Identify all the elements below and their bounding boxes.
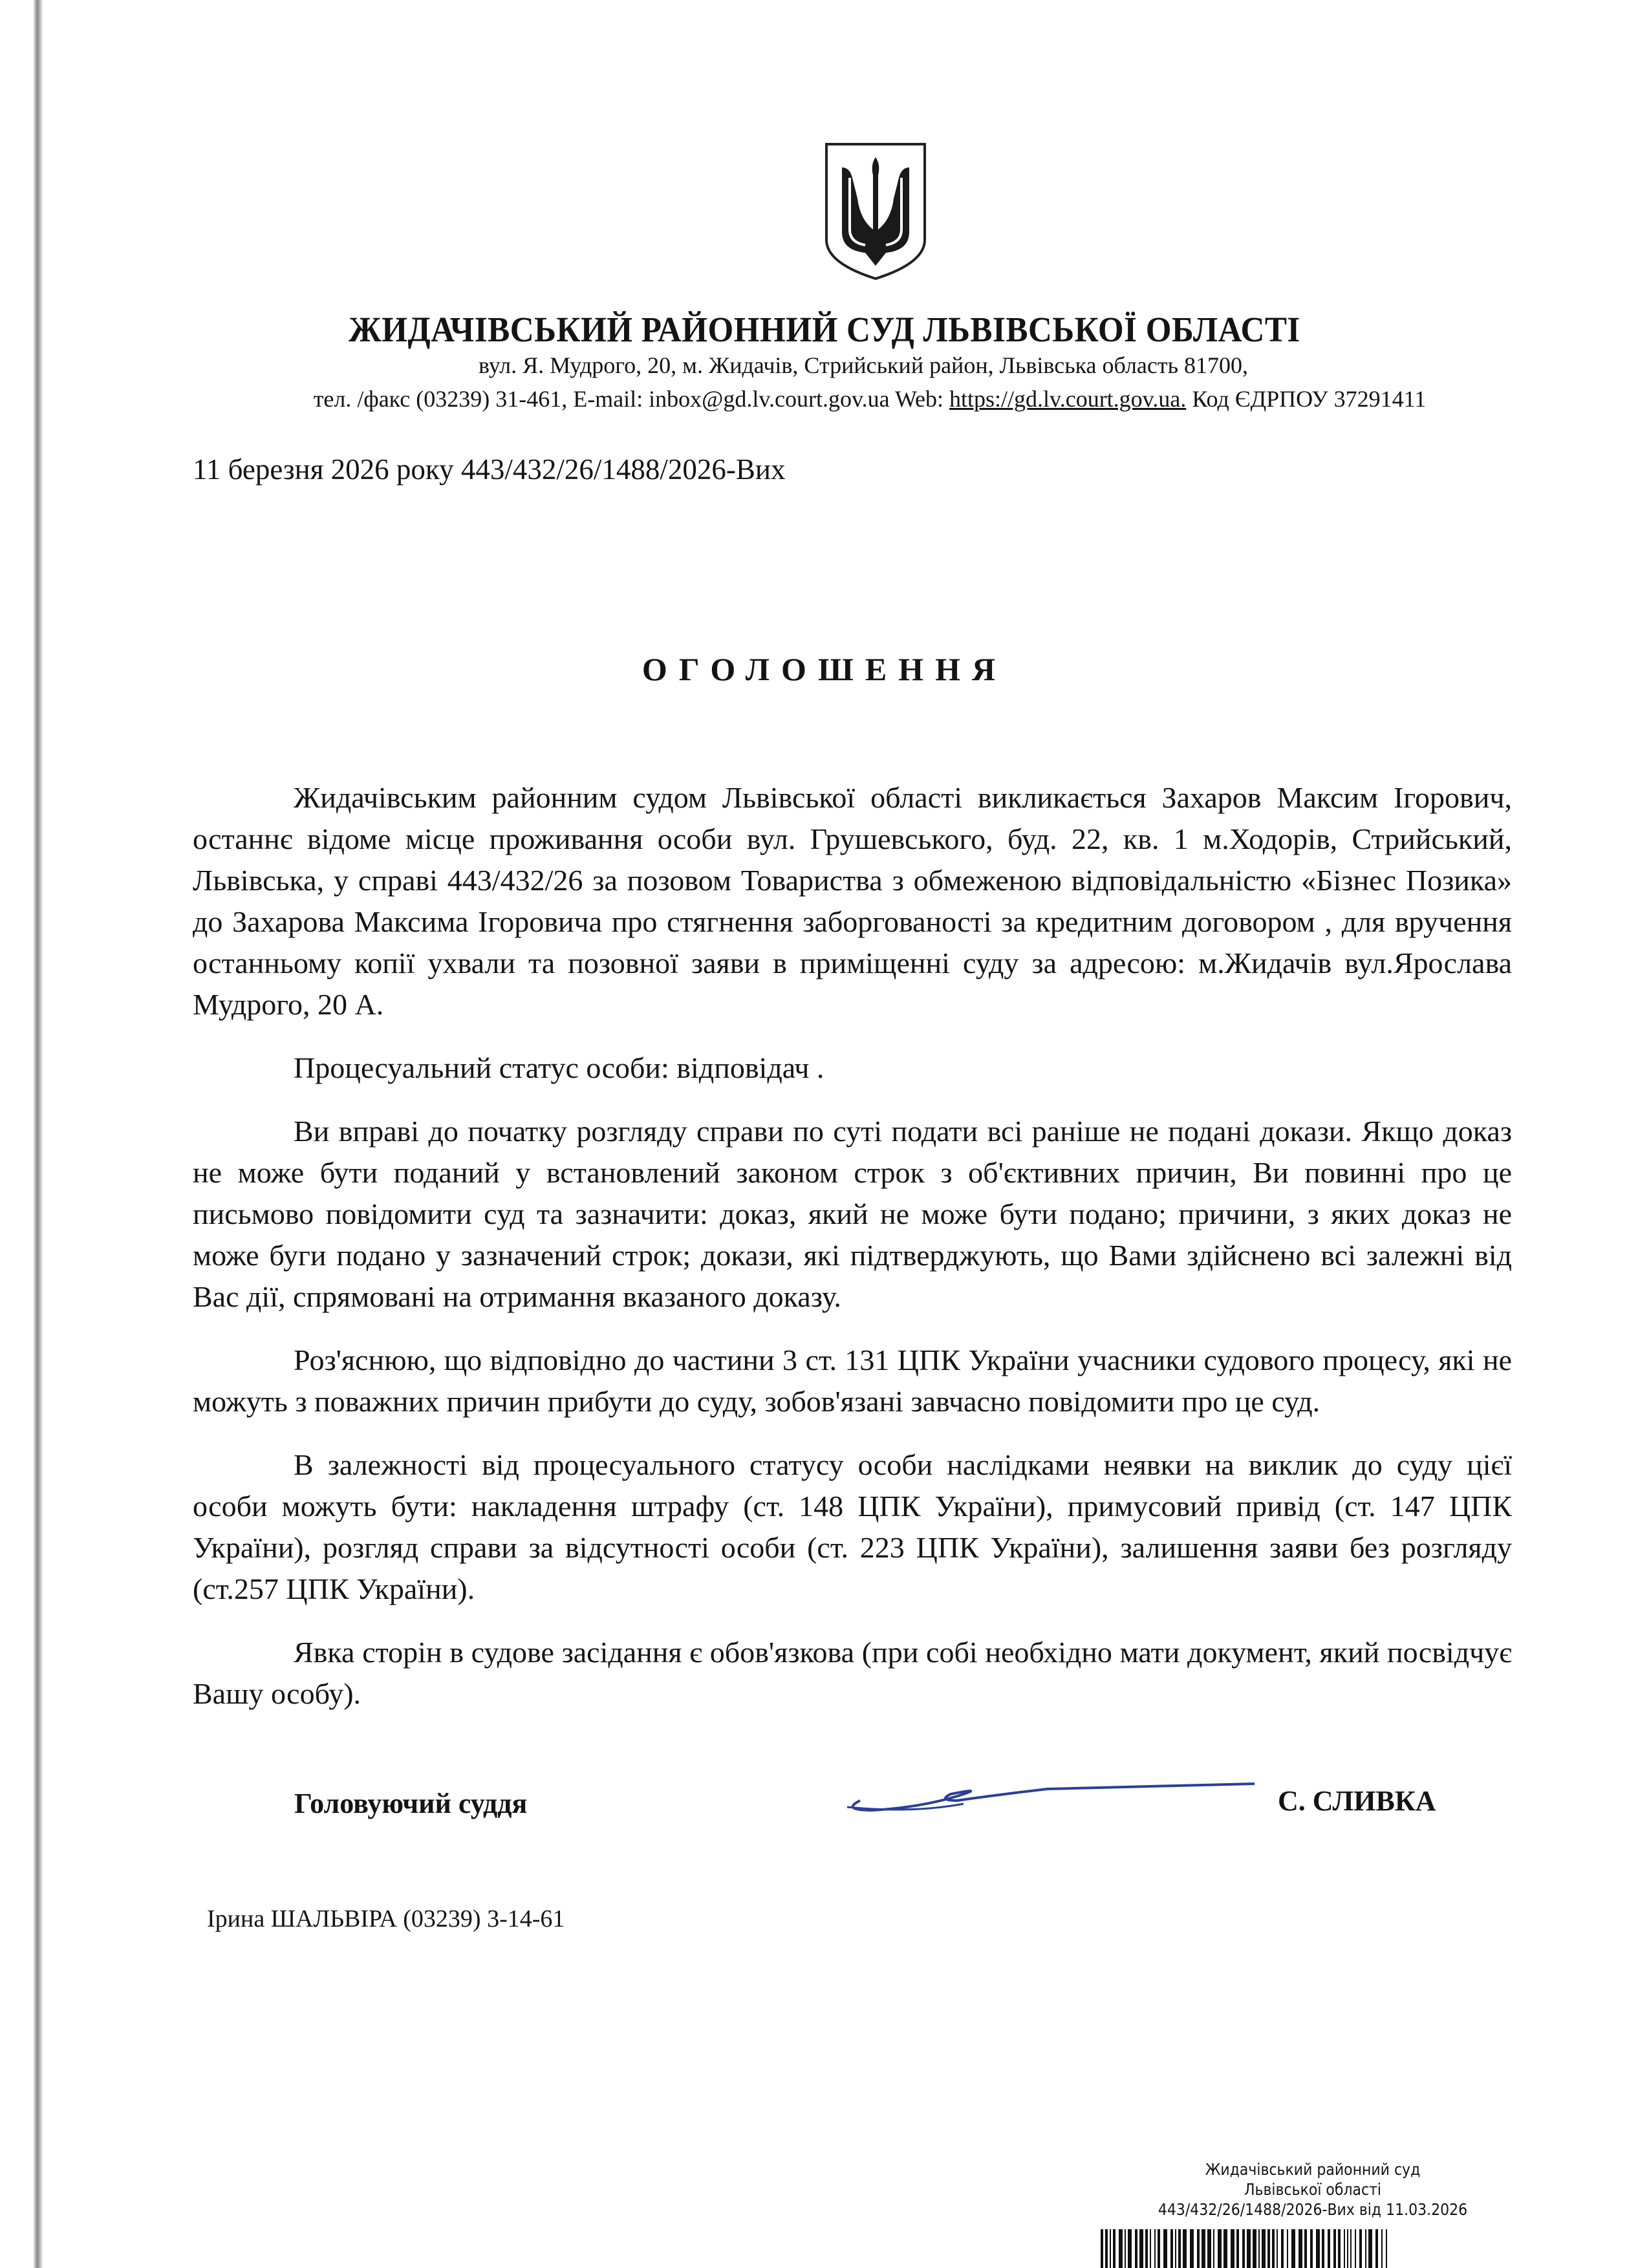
- coat-of-arms-icon: [821, 139, 930, 284]
- barcode-bar: [1277, 2229, 1278, 2268]
- court-address: вул. Я. Мудрого, 20, м. Жидачів, Стрийський район, Львівська область 81700,: [478, 352, 1249, 378]
- barcode-bar: [1253, 2229, 1256, 2268]
- court-contacts: [45, 385, 1649, 412]
- barcode-bar: [1170, 2229, 1173, 2268]
- barcode-bar: [1135, 2229, 1137, 2268]
- judge-name: С. СЛИВКА: [1278, 1785, 1436, 1817]
- stamp-line: 443/432/26/1488/2026-Вих від 11.03.2026: [1158, 2200, 1468, 2219]
- scan-edge: [34, 0, 43, 2268]
- barcode-bar: [1272, 2229, 1275, 2268]
- barcode-bar: [1223, 2229, 1227, 2268]
- barcode-bar: [1381, 2229, 1383, 2268]
- barcode-bar: [1322, 2229, 1324, 2268]
- barcode-bar: [1113, 2229, 1116, 2268]
- barcode-bar: [1183, 2229, 1187, 2268]
- barcode-bar: [1242, 2229, 1245, 2268]
- barcode-bar: [1154, 2229, 1156, 2268]
- paragraph: Процесуальний статус особи: відповідач .: [294, 1051, 824, 1084]
- barcode-bar: [1163, 2229, 1167, 2268]
- paragraph: Жидачівським районним судом Львівської області викликається Захаров Максим Ігорович, останнє відоме місце проживання особи вул. Грушевського, буд. 22, кв. 1 м.Ходорів, Стрийський, Львівська, у справі 443/432/26 за позовом Товариства з обмеженою відповідальністю «Бізнес Позика» до Захарова Максима Ігоровича про стягнення заборгованості за кредитним договором , для вручення останньому копії ухвали та позовної заяви в приміщенні суду за адресою: м.Жидачів вул.Ярослава Мудрого, 20 А.: [193, 781, 1512, 1021]
- barcode-bar: [1355, 2229, 1356, 2268]
- barcode-bar: [1150, 2229, 1151, 2268]
- court-name: ЖИДАЧІВСЬКИЙ РАЙОННИЙ СУД ЛЬВІВСЬКОЇ ОБЛАСТІ: [349, 310, 1300, 349]
- barcode-bar: [1291, 2229, 1295, 2268]
- document-body: [193, 777, 1512, 1737]
- stamp-line: Жидачівський районний суд: [1205, 2160, 1421, 2179]
- signature-label: Головуючий суддя: [294, 1788, 528, 1819]
- barcode-bar: [1247, 2229, 1251, 2268]
- barcode-bar: [1299, 2229, 1302, 2268]
- barcode-bar: [1213, 2229, 1214, 2268]
- document-date-number: 11 березня 2026 року 443/432/26/1488/2026-Вих: [193, 453, 786, 486]
- barcode-bar: [1328, 2229, 1330, 2268]
- barcode-bar: [1338, 2229, 1341, 2268]
- barcode-bar: [1218, 2229, 1222, 2268]
- paragraph: Явка сторін в судове засідання є обов'язкова (при собі необхідно мати документ, який посвідчує Вашу особу).: [193, 1636, 1512, 1710]
- barcode-bar: [1281, 2229, 1284, 2268]
- paragraph: В залежності від процесуального статусу особи наслідками неявки на виклик до суду цієї особи можуть бути: накладення штрафу (ст. 148 ЦПК України), примусовий привід (ст. 147 ЦПК України), розгляд справи за відсутності особи (ст. 223 ЦПК України), залишення заяви без розгляду (ст.257 ЦПК України).: [193, 1448, 1512, 1605]
- barcode-bar: [1359, 2229, 1362, 2268]
- barcode-bar: [1386, 2229, 1387, 2268]
- barcode-bar: [1316, 2229, 1320, 2268]
- stamp-line: Львівської області: [1244, 2180, 1382, 2199]
- barcode-bar: [1347, 2229, 1348, 2268]
- paragraph: Роз'яснюю, що відповідно до частини 3 ст. 131 ЦПК України учасники судового процесу, які не можуть з поважних причин прибути до суду, зобов'язані завчасно повідомити про це суд.: [193, 1343, 1512, 1418]
- barcode-bar: [1258, 2229, 1260, 2268]
- barcode-bar: [1207, 2229, 1211, 2268]
- barcode: [1099, 2229, 1390, 2268]
- handwritten-signature: [834, 1775, 1261, 1820]
- document-heading: ОГОЛОШЕННЯ: [641, 651, 1008, 687]
- barcode-bar: [1365, 2229, 1366, 2268]
- contact-person: Ірина ШАЛЬВІРА (03239) 3-14-61: [207, 1905, 565, 1932]
- barcode-bar: [1267, 2229, 1270, 2268]
- barcode-bar: [1197, 2229, 1200, 2268]
- barcode-bar: [1287, 2229, 1288, 2268]
- barcode-bar: [1344, 2229, 1345, 2268]
- barcode-bar: [1125, 2229, 1126, 2268]
- barcode-bar: [1333, 2229, 1336, 2268]
- website-link[interactable]: https://gd.lv.court.gov.ua.: [949, 386, 1187, 412]
- barcode-bar: [1368, 2229, 1372, 2268]
- barcode-bar: [1105, 2229, 1108, 2268]
- barcode-bar: [1236, 2229, 1239, 2268]
- barcode-bar: [1178, 2229, 1181, 2268]
- barcode-bar: [1145, 2229, 1148, 2268]
- paragraph: Ви вправі до початку розгляду справи по суті подати всі раніше не подані докази. Якщо доказ не може бути поданий у встановлений законом строк з об'єктивних причин, Ви повинні про це письмово повідомити суд та зазначити: доказ, який не може бути подано; причини, з яких доказ не може буги подано у зазначений строк; докази, які підтверджують, що Вами здійснено всі залежні від Вас дії, спрямовані на отримання вказаного доказу.: [193, 1115, 1512, 1313]
- barcode-bar: [1350, 2229, 1352, 2268]
- barcode-bar: [1231, 2229, 1234, 2268]
- barcode-bar: [1128, 2229, 1132, 2268]
- barcode-bar: [1310, 2229, 1313, 2268]
- barcode-bar: [1202, 2229, 1205, 2268]
- contacts-prefix: тел. /факс (03239) 31-461, E-mail: inbox@gd.lv.court.gov.ua Web:: [313, 386, 950, 412]
- barcode-bar: [1262, 2229, 1266, 2268]
- barcode-bar: [1119, 2229, 1123, 2268]
- barcode-bar: [1175, 2229, 1176, 2268]
- contacts-suffix: Код ЄДРПОУ 37291411: [1186, 386, 1427, 412]
- barcode-bar: [1190, 2229, 1194, 2268]
- registration-stamp: [1137, 2159, 1488, 2220]
- barcode-bar: [1304, 2229, 1307, 2268]
- barcode-bar: [1110, 2229, 1111, 2268]
- barcode-bar: [1139, 2229, 1143, 2268]
- barcode-bar: [1375, 2229, 1378, 2268]
- barcode-bar: [1101, 2229, 1103, 2268]
- barcode-bar: [1158, 2229, 1160, 2268]
